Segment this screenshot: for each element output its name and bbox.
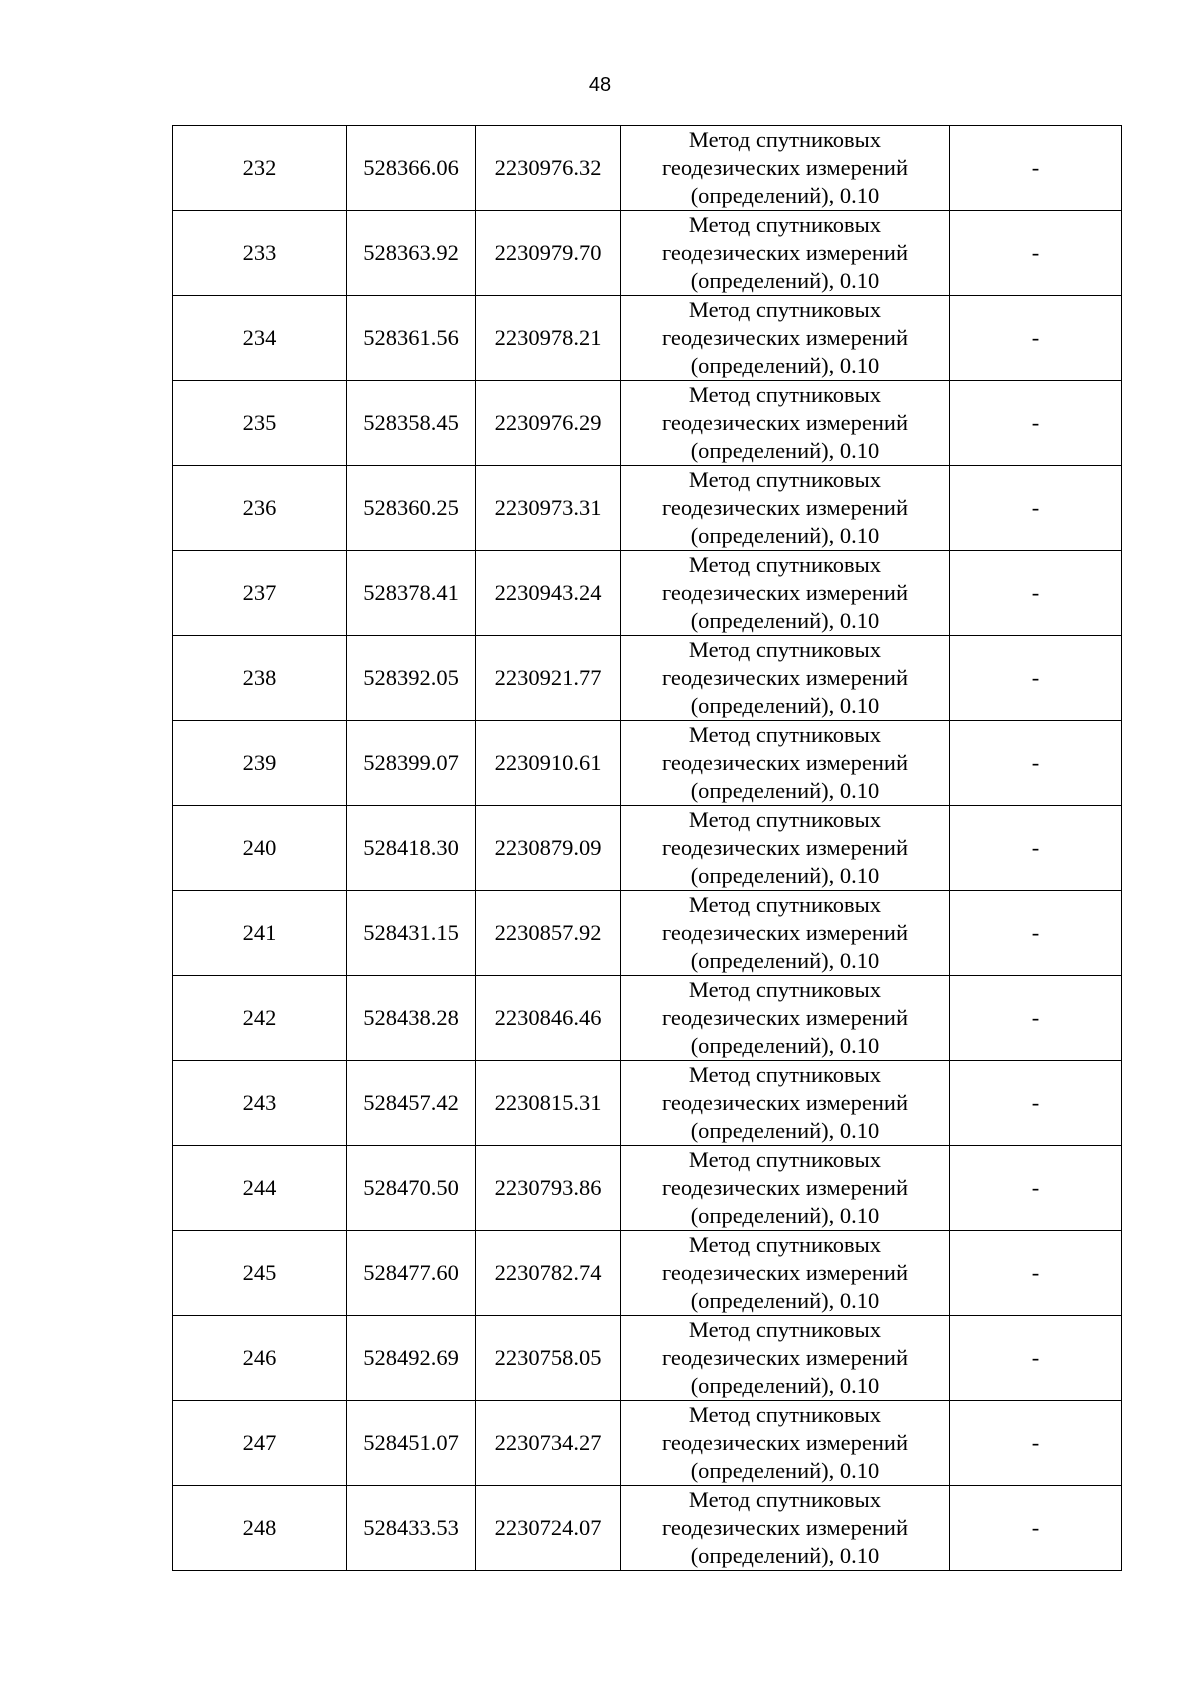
point-number-cell: 236 [173,466,347,551]
method-line: геодезических измерений [661,580,909,605]
x-coordinate-cell: 528457.42 [347,1061,476,1146]
method-line: Метод спутниковых [688,637,882,662]
y-coordinate-cell: 2230976.29 [476,381,621,466]
y-coordinate-cell: 2230793.86 [476,1146,621,1231]
table-row [173,891,1122,976]
method-line: геодезических измерений [661,1005,909,1030]
point-number-cell: 244 [173,1146,347,1231]
y-coordinate-cell: 2230976.32 [476,126,621,211]
method-cell [621,1401,950,1486]
y-coordinate-cell: 2230782.74 [476,1231,621,1316]
method-line: (определений), 0.10 [690,1373,880,1398]
point-number-cell: 247 [173,1401,347,1486]
x-coordinate-cell: 528431.15 [347,891,476,976]
note-cell: - [950,1146,1122,1231]
page-number: 48 [588,74,612,96]
method-line: геодезических измерений [661,240,909,265]
note-cell: - [950,466,1122,551]
method-line: геодезических измерений [661,410,909,435]
table-row [173,381,1122,466]
method-cell [621,1486,950,1571]
method-line: Метод спутниковых [688,212,882,237]
table-row [173,126,1122,211]
point-number-cell: 235 [173,381,347,466]
method-line: Метод спутниковых [688,1487,882,1512]
method-line: Метод спутниковых [688,1402,882,1427]
method-line: Метод спутниковых [688,977,882,1002]
note-cell: - [950,1316,1122,1401]
method-line: (определений), 0.10 [690,268,880,293]
note-cell: - [950,1401,1122,1486]
point-number-cell: 237 [173,551,347,636]
method-line: (определений), 0.10 [690,523,880,548]
method-line: Метод спутниковых [688,1317,882,1342]
method-line: (определений), 0.10 [690,1033,880,1058]
table-row [173,636,1122,721]
method-cell [621,211,950,296]
method-line: (определений), 0.10 [690,863,880,888]
coordinates-table [172,125,1122,1571]
table-row [173,976,1122,1061]
table-row [173,1061,1122,1146]
table-row [173,1401,1122,1486]
x-coordinate-cell: 528438.28 [347,976,476,1061]
note-cell: - [950,721,1122,806]
table-body [173,126,1122,1571]
table-row [173,806,1122,891]
method-line: Метод спутниковых [688,722,882,747]
method-cell [621,721,950,806]
x-coordinate-cell: 528451.07 [347,1401,476,1486]
point-number-cell: 234 [173,296,347,381]
x-coordinate-cell: 528378.41 [347,551,476,636]
method-cell [621,976,950,1061]
method-cell [621,296,950,381]
y-coordinate-cell: 2230979.70 [476,211,621,296]
y-coordinate-cell: 2230815.31 [476,1061,621,1146]
point-number-cell: 233 [173,211,347,296]
note-cell: - [950,806,1122,891]
method-line: (определений), 0.10 [690,438,880,463]
method-line: Метод спутниковых [688,892,882,917]
method-line: (определений), 0.10 [690,1203,880,1228]
note-cell: - [950,551,1122,636]
point-number-cell: 239 [173,721,347,806]
method-line: геодезических измерений [661,665,909,690]
method-line: геодезических измерений [661,750,909,775]
point-number-cell: 245 [173,1231,347,1316]
table-row [173,296,1122,381]
method-line: (определений), 0.10 [690,948,880,973]
table-row [173,551,1122,636]
method-line: геодезических измерений [661,155,909,180]
note-cell: - [950,296,1122,381]
x-coordinate-cell: 528392.05 [347,636,476,721]
method-line: (определений), 0.10 [690,693,880,718]
method-line: Метод спутниковых [688,1147,882,1172]
method-cell [621,1146,950,1231]
method-cell [621,1316,950,1401]
method-cell [621,126,950,211]
method-cell [621,636,950,721]
y-coordinate-cell: 2230973.31 [476,466,621,551]
x-coordinate-cell: 528361.56 [347,296,476,381]
point-number-cell: 246 [173,1316,347,1401]
method-cell [621,1061,950,1146]
point-number-cell: 242 [173,976,347,1061]
y-coordinate-cell: 2230734.27 [476,1401,621,1486]
method-line: геодезических измерений [661,1260,909,1285]
point-number-cell: 232 [173,126,347,211]
method-line: (определений), 0.10 [690,353,880,378]
x-coordinate-cell: 528492.69 [347,1316,476,1401]
method-cell [621,806,950,891]
y-coordinate-cell: 2230846.46 [476,976,621,1061]
method-line: (определений), 0.10 [690,1288,880,1313]
method-line: геодезических измерений [661,835,909,860]
method-line: геодезических измерений [661,495,909,520]
x-coordinate-cell: 528358.45 [347,381,476,466]
method-line: (определений), 0.10 [690,1543,880,1568]
y-coordinate-cell: 2230910.61 [476,721,621,806]
y-coordinate-cell: 2230978.21 [476,296,621,381]
method-cell [621,466,950,551]
method-line: Метод спутниковых [688,127,882,152]
x-coordinate-cell: 528477.60 [347,1231,476,1316]
table-row [173,1146,1122,1231]
y-coordinate-cell: 2230857.92 [476,891,621,976]
table-row [173,1486,1122,1571]
method-cell [621,1231,950,1316]
method-cell [621,891,950,976]
method-line: геодезических измерений [661,920,909,945]
table-row [173,1316,1122,1401]
method-line: геодезических измерений [661,325,909,350]
note-cell: - [950,976,1122,1061]
x-coordinate-cell: 528433.53 [347,1486,476,1571]
method-line: геодезических измерений [661,1090,909,1115]
method-line: геодезических измерений [661,1430,909,1455]
note-cell: - [950,1486,1122,1571]
method-cell [621,551,950,636]
note-cell: - [950,126,1122,211]
y-coordinate-cell: 2230921.77 [476,636,621,721]
note-cell: - [950,1231,1122,1316]
x-coordinate-cell: 528366.06 [347,126,476,211]
y-coordinate-cell: 2230758.05 [476,1316,621,1401]
method-line: Метод спутниковых [688,552,882,577]
note-cell: - [950,381,1122,466]
table-row [173,211,1122,296]
method-line: геодезических измерений [661,1345,909,1370]
method-line: геодезических измерений [661,1175,909,1200]
point-number-cell: 238 [173,636,347,721]
method-line: (определений), 0.10 [690,1458,880,1483]
method-line: (определений), 0.10 [690,778,880,803]
table-row [173,466,1122,551]
note-cell: - [950,211,1122,296]
method-line: (определений), 0.10 [690,1118,880,1143]
method-line: (определений), 0.10 [690,183,880,208]
method-line: Метод спутниковых [688,297,882,322]
point-number-cell: 240 [173,806,347,891]
y-coordinate-cell: 2230724.07 [476,1486,621,1571]
method-line: Метод спутниковых [688,382,882,407]
method-line: Метод спутниковых [688,807,882,832]
note-cell: - [950,1061,1122,1146]
x-coordinate-cell: 528399.07 [347,721,476,806]
x-coordinate-cell: 528360.25 [347,466,476,551]
method-line: Метод спутниковых [688,467,882,492]
y-coordinate-cell: 2230879.09 [476,806,621,891]
method-line: геодезических измерений [661,1515,909,1540]
x-coordinate-cell: 528363.92 [347,211,476,296]
method-line: (определений), 0.10 [690,608,880,633]
point-number-cell: 241 [173,891,347,976]
table-row [173,721,1122,806]
y-coordinate-cell: 2230943.24 [476,551,621,636]
x-coordinate-cell: 528418.30 [347,806,476,891]
method-line: Метод спутниковых [688,1062,882,1087]
point-number-cell: 243 [173,1061,347,1146]
method-line: Метод спутниковых [688,1232,882,1257]
table-row [173,1231,1122,1316]
point-number-cell: 248 [173,1486,347,1571]
note-cell: - [950,636,1122,721]
note-cell: - [950,891,1122,976]
x-coordinate-cell: 528470.50 [347,1146,476,1231]
method-cell [621,381,950,466]
